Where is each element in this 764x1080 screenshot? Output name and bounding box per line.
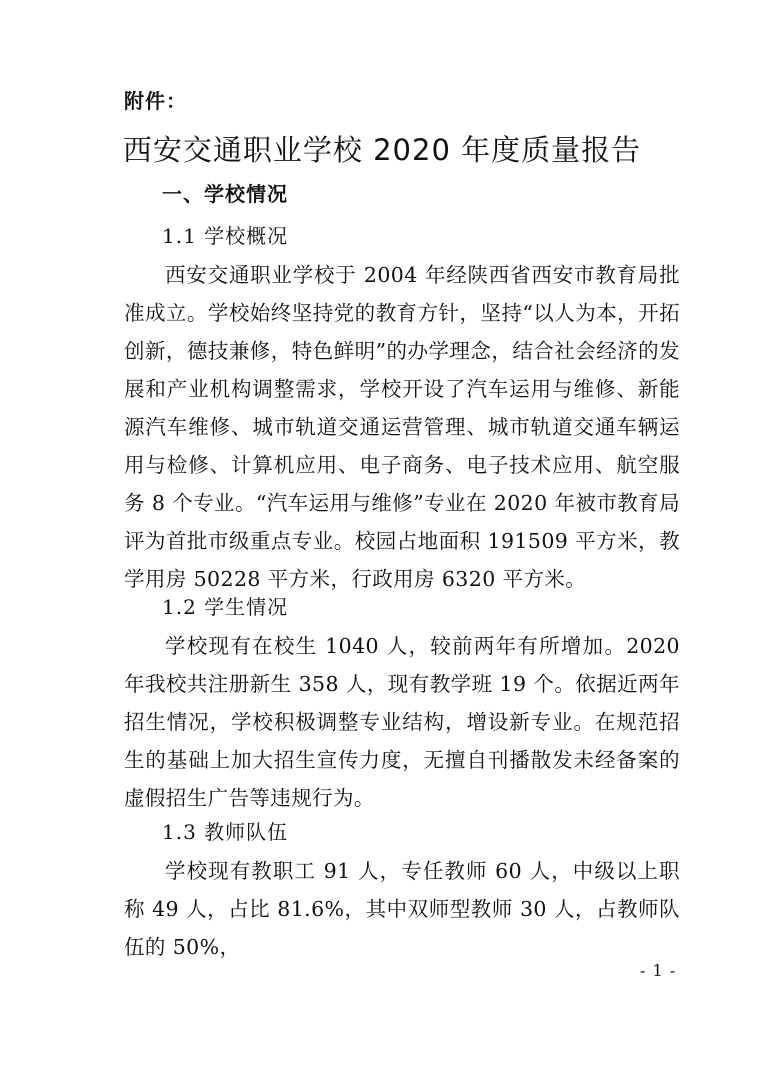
attachment-label: 附件： <box>124 89 187 113</box>
subsection-heading-1-3: 1.3 教师队伍 <box>162 820 289 844</box>
subsection-heading-1-2: 1.2 学生情况 <box>162 595 289 619</box>
paragraph-school-profile: 西安交通职业学校于 2004 年经陕西省西安市教育局批准成立。学校始终坚持党的教育方针，坚持“以人为本，开拓创新，德技兼修，特色鲜明”的办学理念，结合社会经济的发展和产业机构调整需求，学校开设了汽车运用与维修、新能源汽车维修、城市轨道交通运营管理、城市轨道交通车辆运用与检修、计算机应用、电子商务、电子技术应用、航空服务 8 个专业。“汽车运用与维修”专业在 2020 年被市教育局评为首批市级重点专业。校园占地面积 191509 平方米，教学用房 50228 平方米，行政用房 6320 平方米。 <box>124 263 680 591</box>
subsection-heading-1-1: 1.1 学校概况 <box>162 224 289 248</box>
page-title: 西安交通职业学校 2020 年度质量报告 <box>122 133 642 167</box>
page-number: - 1 - <box>640 961 677 980</box>
paragraph-student-info: 学校现有在校生 1040 人，较前两年有所增加。2020 年我校共注册新生 358 人，现有教学班 19 个。依据近两年招生情况，学校积极调整专业结构，增设新专业。在规范招生的基础上加大招生宣传力度，无擅自刊播散发未经备案的虚假招生广告等违规行为。 <box>124 634 680 810</box>
paragraph-teacher-team: 学校现有教职工 91 人，专任教师 60 人，中级以上职称 49 人，占比 81.6%，其中双师型教师 30 人，占教师队伍的 50%， <box>124 859 680 959</box>
section-heading-school-overview: 一、学校情况 <box>162 182 288 206</box>
